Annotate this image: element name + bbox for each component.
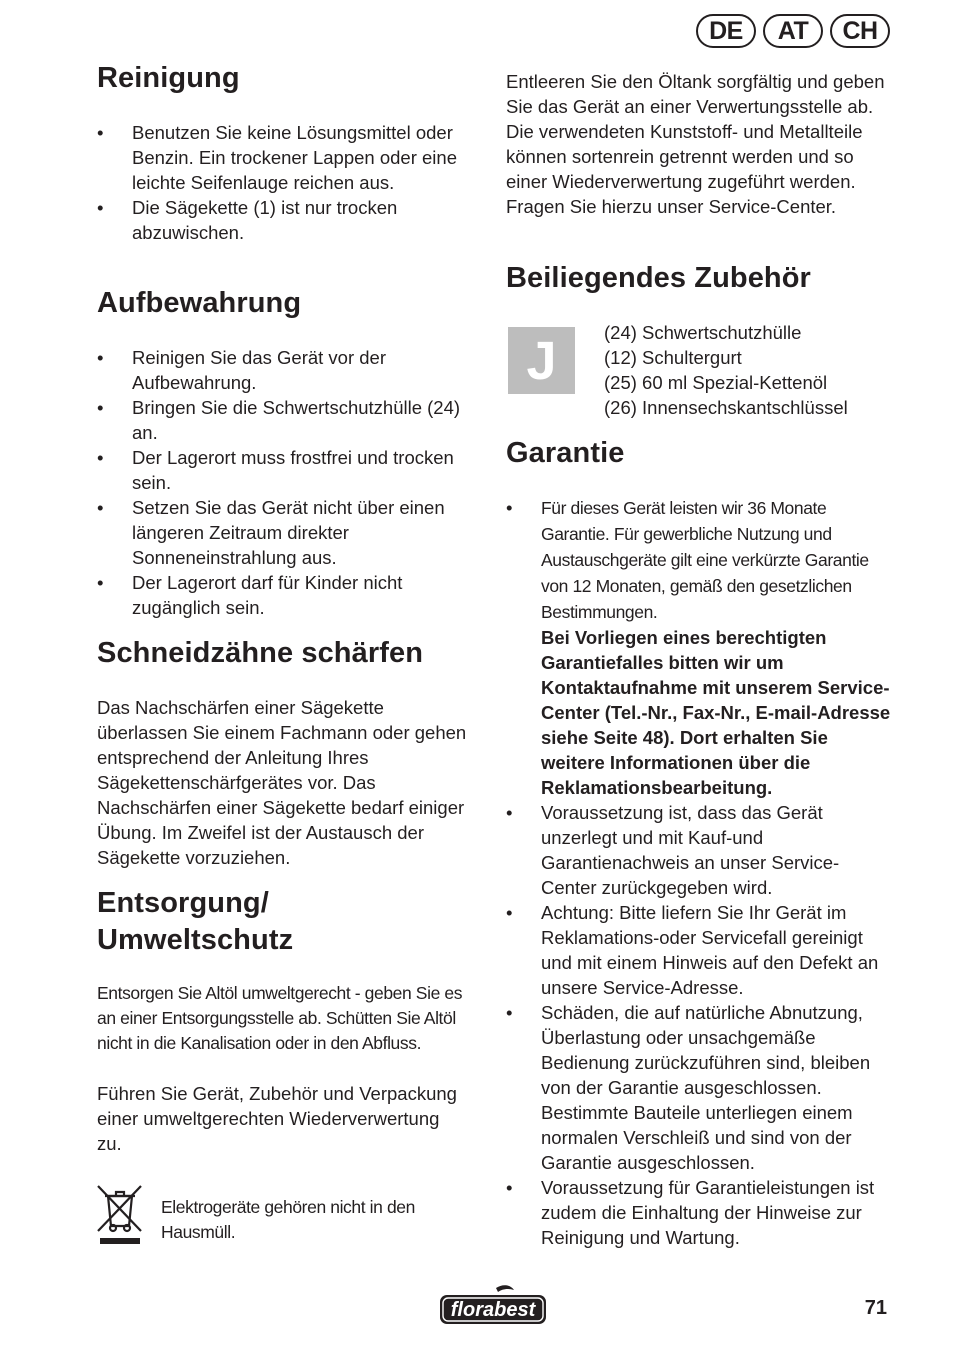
paragraph-schaerfen: Das Nachschärfen einer Sägekette überlassen Sie einem Fachmann oder gehen entsprechend der Anleitung Ihres Sägekettenschärfgerätes vor. Das Nachschärfen einer Sägekette bedarf einiger Übung. Im Zweifel ist der Austausch der Sägekette vorzuziehen. <box>97 697 467 868</box>
page-number: 71 <box>864 1297 887 1319</box>
list-item: • Reinigen Sie das Gerät vor der Aufbewahrung. <box>97 345 467 395</box>
list-item <box>506 495 891 800</box>
list-item: • Bringen Sie die Schwertschutzhülle (24) an. <box>97 395 467 445</box>
list-item: • Setzen Sie das Gerät nicht über einen längeren Zeitraum direkter Sonneneinstrahlung aus. <box>97 495 467 570</box>
list-item: • Schäden, die auf natürliche Abnutzung, Überlastung oder unsachgemäße Bedienung zurückzuführen sind, bleiben von der Garantie ausgeschlossen. Bestimmte Bauteile unterliegen einem normalen Verschleiß und sind von der Garantie ausgeschlossen. <box>506 1000 891 1175</box>
heading-entsorgung-line2: Umweltschutz <box>97 924 294 956</box>
heading-garantie: Garantie <box>506 437 625 469</box>
heading-entsorgung-line1: Entsorgung/ <box>97 887 269 919</box>
florabest-logo <box>438 1284 548 1326</box>
list-item: • Der Lagerort muss frostfrei und trocken sein. <box>97 445 467 495</box>
heading-zubehoer: Beiliegendes Zubehör <box>506 262 811 294</box>
list-item: (12) Schultergurt <box>604 347 742 368</box>
country-badge-ch: CH <box>830 14 890 48</box>
list-zubehoer <box>604 320 848 420</box>
list-item: (26) Innensechskantschlüssel <box>604 397 848 418</box>
list-item: • Achtung: Bitte liefern Sie Ihr Gerät im Reklamations-oder Servicefall gereinigt und mit einem Hinweis auf den Defekt an unsere Service-Adresse. <box>506 900 891 1000</box>
list-item: • Benutzen Sie keine Lösungsmittel oder Benzin. Ein trockener Lappen oder eine leichte Seifenlauge reichen aus. <box>97 120 482 195</box>
paragraph-weee: Elektrogeräte gehören nicht in den Hausmüll. <box>161 1197 415 1242</box>
paragraph-oeltank: Entleeren Sie den Öltank sorgfältig und geben Sie das Gerät an einer Verwertungsstelle ab. Die verwendeten Kunststoff- und Metallteile können sortenrein getrennt werden und so einer Wiederverwertung zugeführt werden. Fragen Sie hierzu unser Service-Center. <box>506 71 885 217</box>
list-item: • Der Lagerort darf für Kinder nicht zugänglich sein. <box>97 570 467 620</box>
list-aufbewahrung <box>97 345 467 620</box>
country-badge-de: DE <box>696 14 756 48</box>
garantie-text: Für dieses Gerät leisten wir 36 Monate Garantie. Für gewerbliche Nutzung und Austauschgeräte gilt eine verkürzte Garantie von 12 Monaten, gemäß den gesetzlichen Bestimmungen. <box>541 498 869 622</box>
country-badge-at: AT <box>763 14 823 48</box>
list-item: (25) 60 ml Spezial-Kettenöl <box>604 372 828 393</box>
list-reinigung <box>97 120 482 245</box>
garantie-bold-text: Bei Vorliegen eines berechtigten Garantiefalles bitten wir um Kontaktaufnahme mit unserem Service-Center (Tel.-Nr., Fax-Nr., E-mail-Adresse siehe Seite 48). Dort erhalten Sie weitere Informationen über die Reklamationsbearbeitung. <box>541 627 891 798</box>
paragraph-verwertung: Führen Sie Gerät, Zubehör und Verpackung einer umweltgerechten Wiederverwertung zu. <box>97 1083 457 1154</box>
heading-reinigung: Reinigung <box>97 62 240 94</box>
list-item: • Voraussetzung ist, dass das Gerät unzerlegt und mit Kauf-und Garantienachweis an unser Service-Center zurückgegeben wird. <box>506 800 891 900</box>
accessory-j-icon: J <box>508 327 575 394</box>
list-item: • Voraussetzung für Garantieleistungen ist zudem die Einhaltung der Hinweise zur Reinigung und Wartung. <box>506 1175 891 1250</box>
footer-logo-text: florabest <box>450 1299 536 1321</box>
heading-aufbewahrung: Aufbewahrung <box>97 287 302 319</box>
list-item: • Die Sägekette (1) ist nur trocken abzuwischen. <box>97 195 482 245</box>
weee-bin-icon <box>96 1183 146 1245</box>
country-badges <box>696 14 890 48</box>
list-garantie <box>506 495 891 1250</box>
list-item: (24) Schwertschutzhülle <box>604 322 802 343</box>
paragraph-altoel: Entsorgen Sie Altöl umweltgerecht - geben Sie es an einer Entsorgungsstelle ab. Schütten Sie Altöl nicht in die Kanalisation oder in den Abfluss. <box>97 983 463 1053</box>
heading-schneidzaehne: Schneidzähne schärfen <box>97 637 424 669</box>
heading-entsorgung <box>97 885 293 959</box>
